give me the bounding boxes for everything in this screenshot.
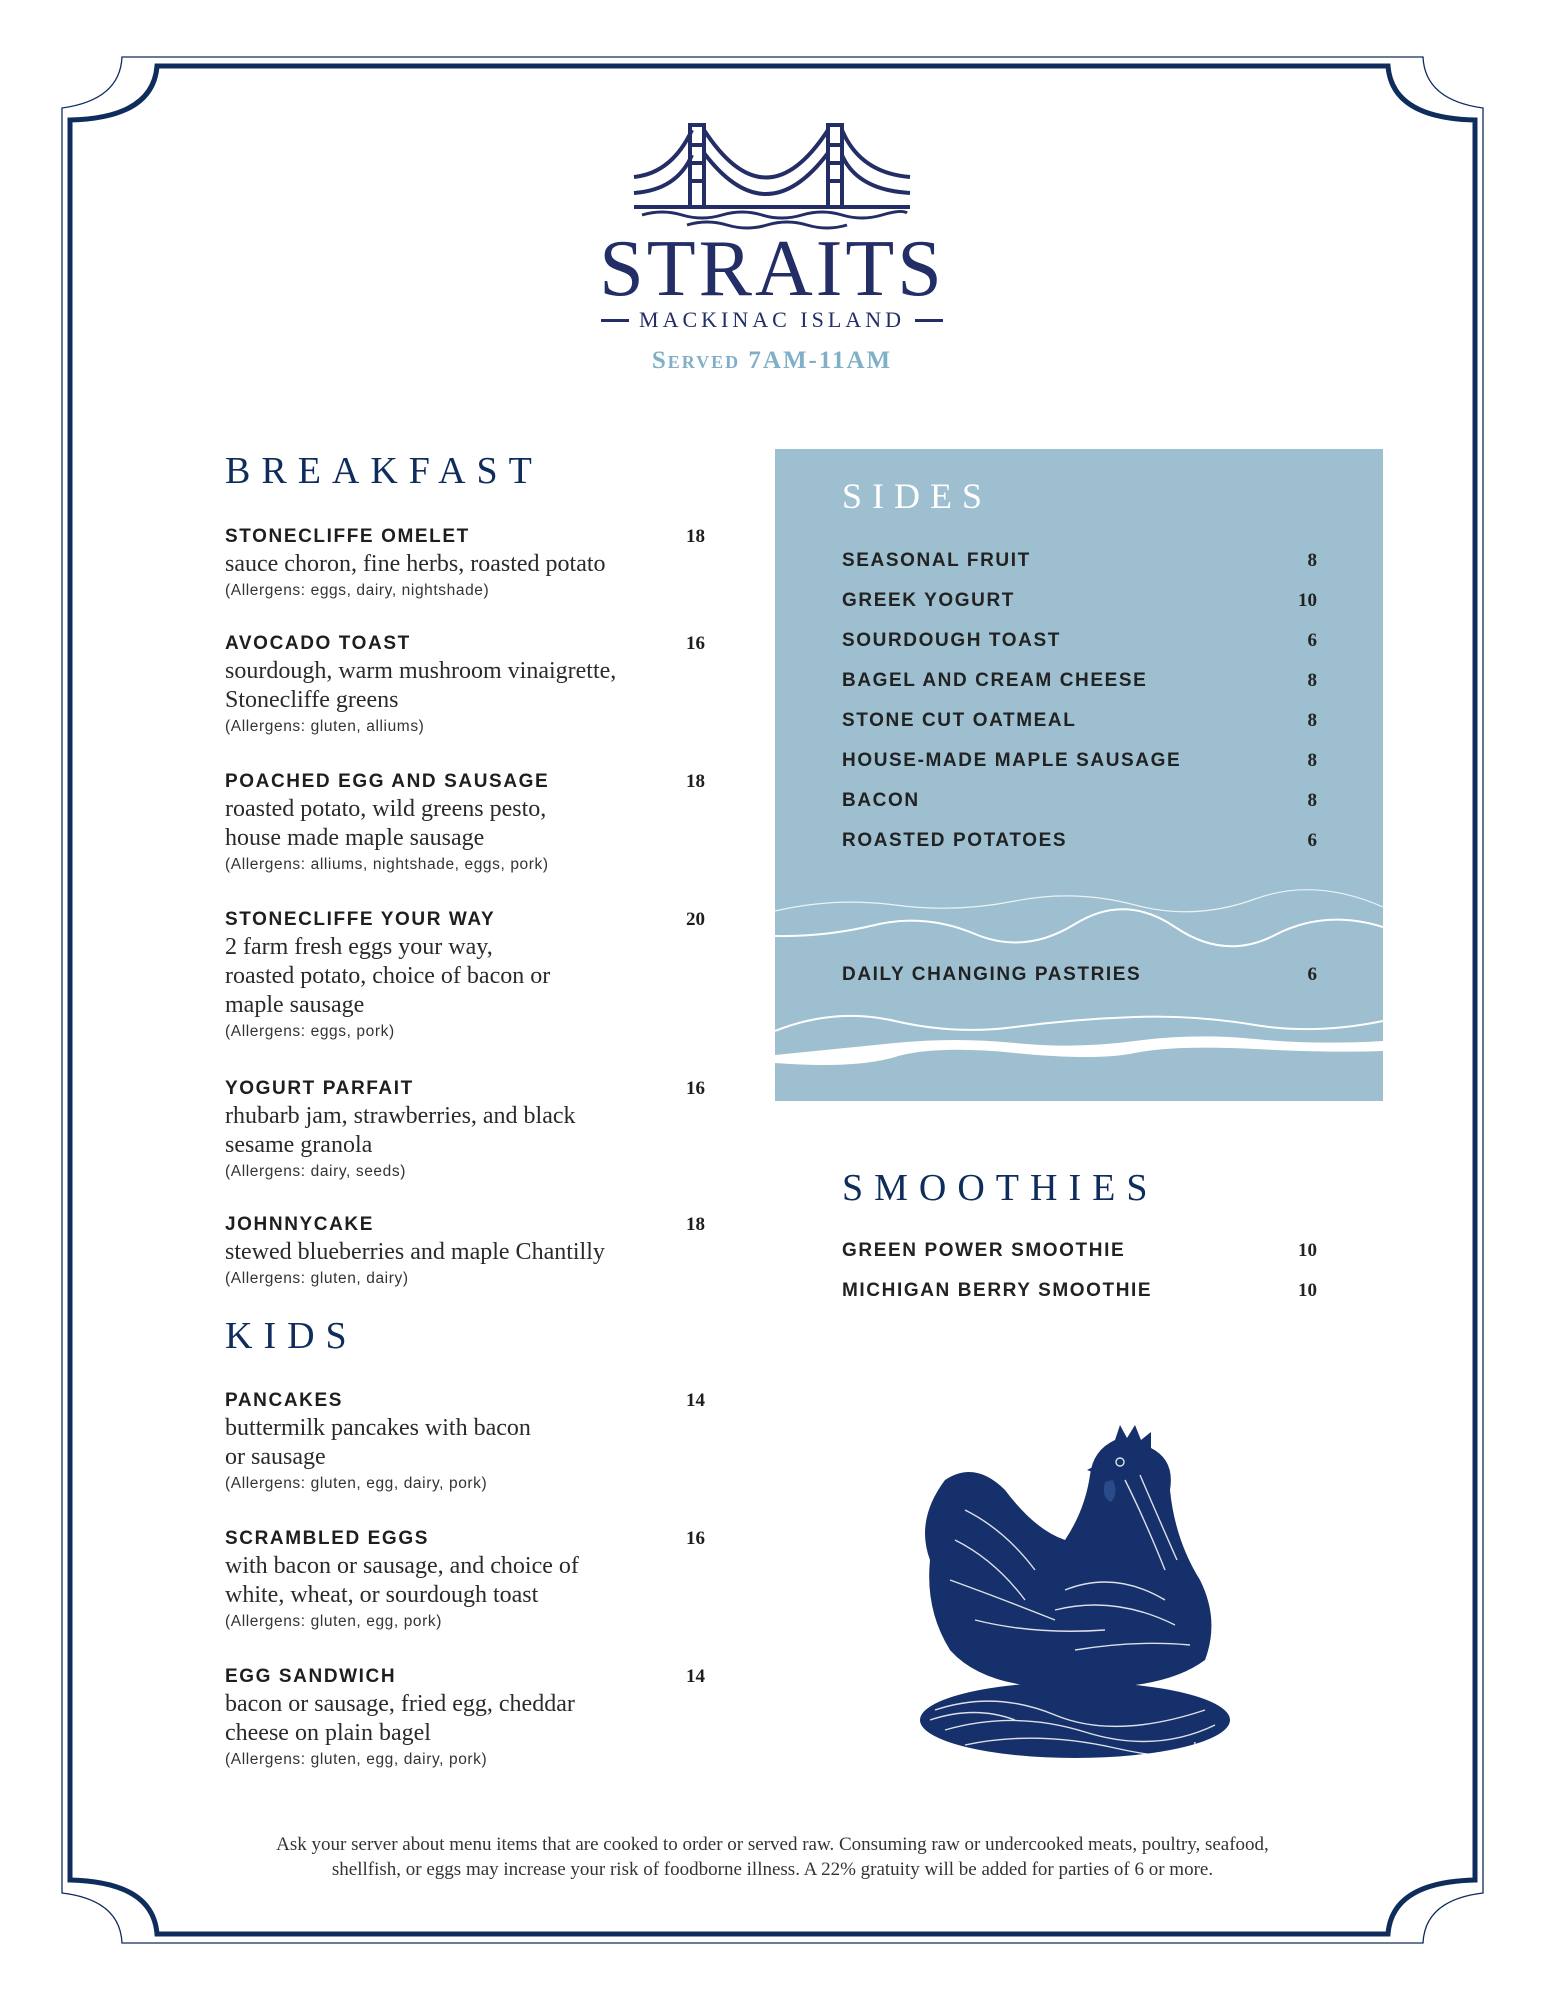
item-allergens: (Allergens: gluten, egg, pork) [225,1613,443,1630]
side-item [842,788,1317,814]
side-item-price: 8 [1307,550,1317,571]
side-item-name: HOUSE-MADE MAPLE SAUSAGE [842,750,1182,771]
item-description: Stonecliffe greens [225,687,399,713]
side-item-price: 8 [1307,710,1317,731]
item-description: cheese on plain bagel [225,1720,431,1746]
disclaimer-line: Ask your server about menu items that are cooked to order or served raw. Consuming raw or undercooked meats, poultry, seafood, [276,1834,1269,1855]
smoothie-name: MICHIGAN BERRY SMOOTHIE [842,1280,1153,1301]
side-item-pastries [842,962,1317,988]
menu-item [225,1664,705,1772]
food-safety-disclaimer [150,1832,1395,1882]
item-allergens: (Allergens: gluten, dairy) [225,1270,409,1287]
side-item-name: DAILY CHANGING PASTRIES [842,964,1142,985]
item-description: sourdough, warm mushroom vinaigrette, [225,658,617,684]
item-allergens: (Allergens: gluten, alliums) [225,718,425,735]
item-description: maple sausage [225,992,365,1018]
location-text: MACKINAC ISLAND [639,307,905,332]
side-item-name: GREEK YOGURT [842,590,1015,611]
item-description: bacon or sausage, fried egg, cheddar [225,1691,575,1717]
item-allergens: (Allergens: eggs, pork) [225,1023,395,1040]
item-allergens: (Allergens: dairy, seeds) [225,1163,406,1180]
item-name: SCRAMBLED EGGS [225,1528,429,1549]
item-description: or sausage [225,1444,326,1470]
item-price: 18 [686,526,705,547]
smoothie-item [842,1278,1317,1304]
side-item-price: 6 [1307,830,1317,851]
side-item [842,668,1317,694]
side-item-name: STONE CUT OATMEAL [842,710,1077,731]
item-description: roasted potato, choice of bacon or [225,963,551,989]
item-description: roasted potato, wild greens pesto, [225,796,547,822]
side-item [842,548,1317,574]
brand-name: STRAITS [599,225,945,313]
item-description: house made maple sausage [225,825,485,851]
item-name: POACHED EGG AND SAUSAGE [225,771,550,792]
sides-panel [775,449,1383,1101]
item-description: stewed blueberries and maple Chantilly [225,1239,605,1265]
menu-item [225,524,705,603]
item-name: PANCAKES [225,1390,344,1411]
breakfast-heading: BREAKFAST [225,450,543,492]
side-item-price: 8 [1307,750,1317,771]
smoothies-heading: SMOOTHIES [842,1167,1159,1209]
divider [915,319,943,322]
item-name: AVOCADO TOAST [225,633,411,654]
side-item-price: 8 [1307,790,1317,811]
item-price: 18 [686,771,705,792]
hen-on-nest-icon [915,1420,1230,1760]
side-item-name: BACON [842,790,920,811]
menu-item [225,1526,705,1634]
side-item-name: SEASONAL FRUIT [842,550,1031,571]
side-item [842,708,1317,734]
item-price: 16 [686,633,705,654]
item-description: sauce choron, fine herbs, roasted potato [225,551,606,577]
side-item-price: 8 [1307,670,1317,691]
item-description: sesame granola [225,1132,373,1158]
item-price: 20 [686,909,705,930]
item-allergens: (Allergens: gluten, egg, dairy, pork) [225,1475,488,1492]
item-description: rhubarb jam, strawberries, and black [225,1103,576,1129]
item-price: 14 [686,1666,705,1687]
menu-item [225,631,705,739]
item-name: JOHNNYCAKE [225,1214,375,1235]
side-item [842,628,1317,654]
item-name: YOGURT PARFAIT [225,1078,414,1099]
smoothie-item [842,1238,1317,1264]
service-hours: Served 7AM-11AM [651,347,893,374]
menu-item [225,1388,705,1496]
side-item [842,828,1317,854]
item-name: STONECLIFFE OMELET [225,526,470,547]
side-item-name: BAGEL AND CREAM CHEESE [842,670,1148,691]
item-allergens: (Allergens: gluten, egg, dairy, pork) [225,1751,488,1768]
menu-item [225,1212,705,1291]
wave-divider [775,1009,1383,1069]
item-description: white, wheat, or sourdough toast [225,1582,539,1608]
side-item [842,748,1317,774]
item-price: 16 [686,1078,705,1099]
item-price: 16 [686,1528,705,1549]
menu-item [225,1076,705,1184]
kids-heading: KIDS [225,1315,358,1357]
smoothie-price: 10 [1298,1240,1317,1261]
side-item [842,588,1317,614]
divider [601,319,629,322]
side-item-name: SOURDOUGH TOAST [842,630,1061,651]
item-allergens: (Allergens: eggs, dairy, nightshade) [225,582,490,599]
side-item-price: 6 [1307,964,1317,985]
menu-item [225,907,705,1044]
item-description: with bacon or sausage, and choice of [225,1553,579,1579]
bridge-icon [632,115,912,230]
restaurant-logo [572,115,972,375]
side-item-price: 6 [1307,630,1317,651]
item-price: 18 [686,1214,705,1235]
item-name: EGG SANDWICH [225,1666,397,1687]
disclaimer-line: shellfish, or eggs may increase your risk of foodborne illness. A 22% gratuity will be added for parties of 6 or more. [331,1859,1214,1880]
side-item-name: ROASTED POTATOES [842,830,1068,851]
wave-divider [775,889,1383,949]
item-name: STONECLIFFE YOUR WAY [225,909,496,930]
side-item-price: 10 [1298,590,1317,611]
item-description: 2 farm fresh eggs your way, [225,934,493,960]
smoothie-price: 10 [1298,1280,1317,1301]
sides-heading: SIDES [842,476,993,516]
item-price: 14 [686,1390,705,1411]
menu-item [225,769,705,877]
smoothie-name: GREEN POWER SMOOTHIE [842,1240,1126,1261]
item-description: buttermilk pancakes with bacon [225,1415,531,1441]
item-allergens: (Allergens: alliums, nightshade, eggs, pork) [225,856,549,873]
